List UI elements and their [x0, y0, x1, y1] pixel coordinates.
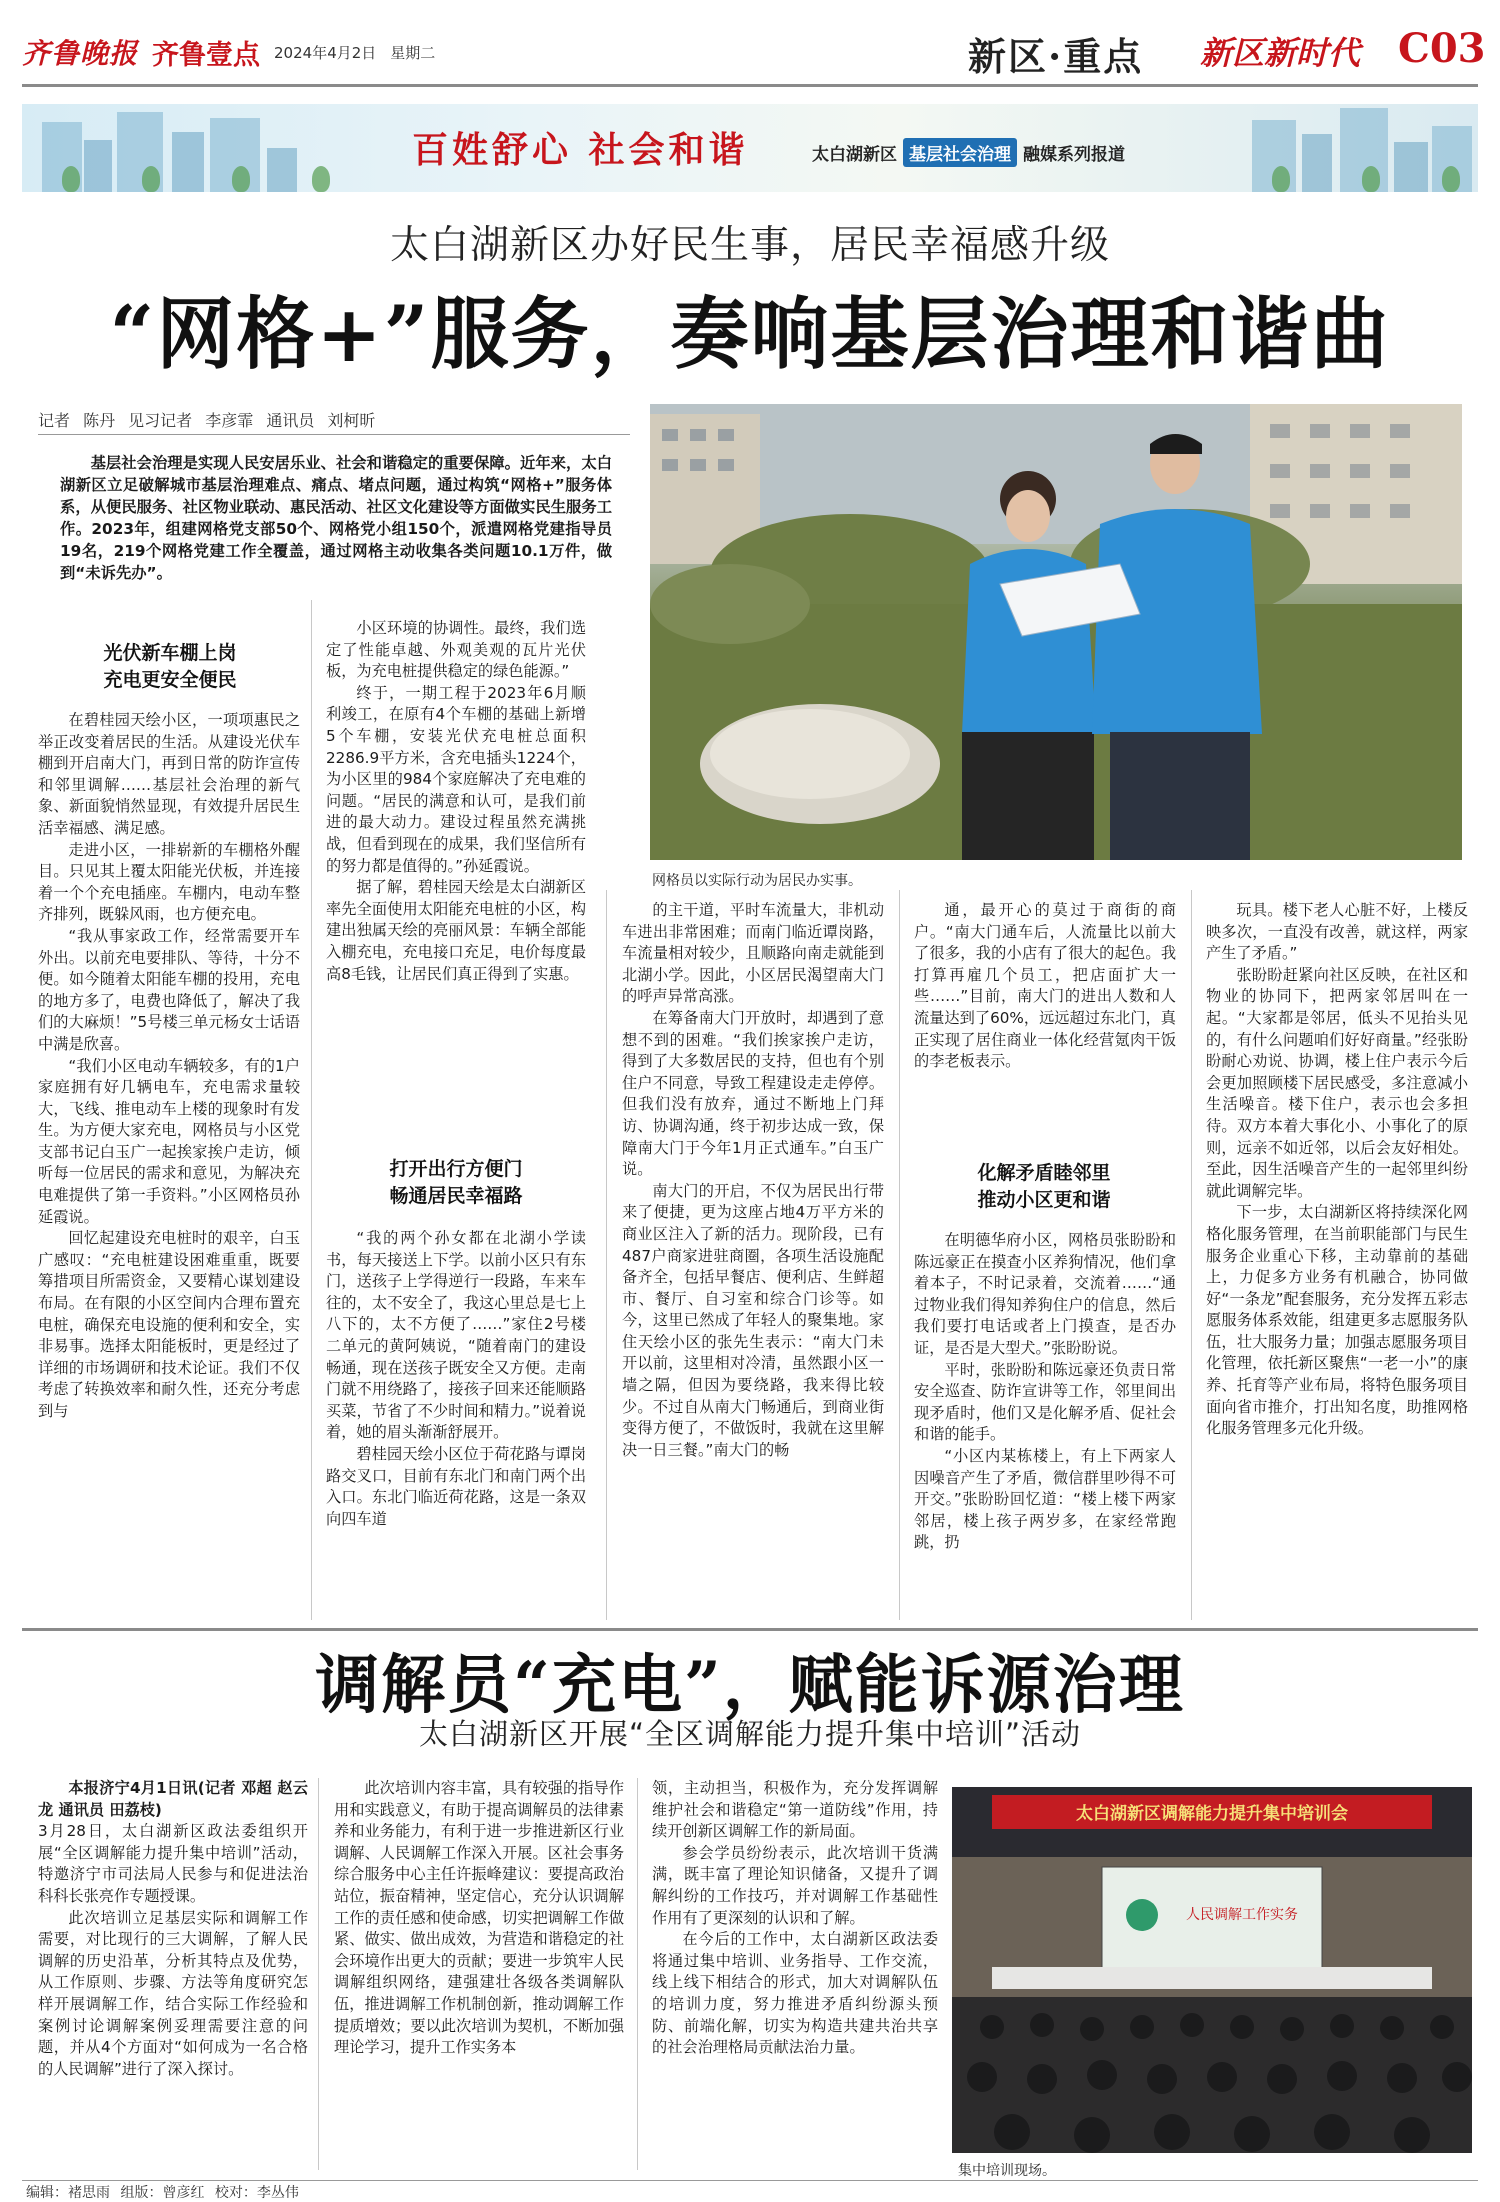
paragraph: “我从事家政工作，经常需要开车外出。以前充电要排队、等待，十分不便。如今随着太阳能车棚的投用，充电的地方多了，电费也降低了，解决了我们的大麻烦！”5号楼三单元杨女士话语中满是欣喜。 — [38, 926, 300, 1053]
paragraph: 在碧桂园天绘小区，一项项惠民之举正改变着居民的生活。从建设光伏车棚到开启南大门，再到日常的防诈宣传和邻里调解……基层社会治理的新气象、新面貌悄然显现，有效提升居民生活幸福感、满足感。 — [38, 711, 300, 837]
article1-column-4b — [914, 1230, 1176, 1554]
paragraph: 3月28日，太白湖新区政法委组织开展“全区调解能力提升集中培训”活动，特邀济宁市司法局人民参与和促进法治科科长张亮作专题授课。 — [38, 1822, 308, 1905]
article1-column-3 — [622, 900, 884, 1461]
subheading-south-gate: 打开出行方便门 畅通居民幸福路 — [389, 1158, 523, 1207]
paragraph: 参会学员纷纷表示，此次培训干货满满，既丰富了理论知识储备，又提升了调解纠纷的工作技巧，并对调解工作基础性作用有了更深刻的认识和了解。 — [652, 1843, 938, 1927]
article1-kicker: 太白湖新区办好民生事，居民幸福感升级 — [389, 223, 1110, 268]
column-divider — [637, 1778, 638, 2170]
app-logo: 齐鲁壹点 — [152, 39, 261, 71]
paragraph: 通，最开心的莫过于商街的商户。“南大门通车后，人流量比以前大了很多，我的小店有了很大的起色。我打算再雇几个员工，把店面扩大一些……”目前，南大门的进出人数和人流量达到了60%，远远超过东北门，真正实现了居住商业一体化经营氪肉干饭的李老板表示。 — [914, 901, 1176, 1071]
page-credits: 编辑：褚思雨 组版：曾彦红 校对：李丛伟 — [26, 2185, 299, 2201]
series-suffix: 融媒系列报道 — [1023, 145, 1125, 165]
column-divider — [1191, 890, 1192, 1620]
article1-column-2 — [326, 618, 586, 985]
paragraph: 在今后的工作中，太白湖新区政法委将通过集中培训、业务指导、工作交流，线上线下相结合的形式，加大对调解队伍的培训力度，努力推进矛盾纠纷源头预防、前端化解，切实为构造共建共治共享的社会治理格局贡献法治力量。 — [652, 1930, 938, 2057]
paragraph: 此次培训立足基层实际和调解工作需要，对比现行的三大调解，了解人民调解的历史沿革，分析其特点及优势，从工作原则、步骤、方法等角度研究怎样开展调解工作，结合实际工作经验和案例讨论调解案例妥理需要注意的问题，并从4个方面对“如何成为一名合格的人民调解”进行了深入探讨。 — [38, 1908, 308, 2078]
header-divider — [22, 84, 1478, 87]
article1-column-1 — [38, 710, 300, 1423]
article1-headline: “网格+”服务，奏响基层治理和谐曲 — [109, 289, 1391, 380]
column-divider — [311, 600, 312, 1620]
paragraph: 领，主动担当，积极作为，充分发挥调解维护社会和谐稳定“第一道防线”作用，持续开创新区调解工作的新局面。 — [652, 1779, 938, 1841]
paragraph: 回忆起建设充电桩时的艰辛，白玉广感叹：“充电桩建设困难重重，既要筹措项目所需资金，又要精心谋划建设布局。在有限的小区空间内合理布置充电桩，确保充电设施的便利和安全，实非易事。选择太阳能板时，更是经过了详细的市场调研和技术论证。我们不仅考虑了转换效率和耐久性，还充分考虑到与 — [38, 1229, 300, 1420]
article1-column-2b — [326, 1228, 586, 1530]
issue-date: 2024年4月2日 — [274, 43, 377, 62]
paragraph: “小区内某栋楼上，有上下两家人因噪音产生了矛盾，微信群里吵得不可开交。”张盼盼回忆道：“楼上楼下两家邻居，楼上孩子两岁多，在家经常跑跳，扔 — [914, 1446, 1176, 1552]
banner-slogan: 百姓舒心 社会和谐 — [412, 129, 749, 171]
paragraph: 南大门的开启，不仅为居民出行带来了便捷，更为这座占地4万平方米的商业区注入了新的活力。现阶段，已有487户商家进驻商圈，各项生活设施配备齐全，包括早餐店、便利店、生鲜超市、餐厅、自习室和综合门诊等。如今，这里已然成了年轻人的聚集地。家住天绘小区的张先生表示：“南大门未开以前，这里相对冷清，虽然跟小区一墙之隔，但因为要绕路，我来得比较少。不过自从南大门畅通后，到商业街变得方便了，不做饭时，我就在这里解决一日三餐。”南大门的畅 — [622, 1181, 884, 1459]
paragraph: “我们小区电动车辆较多，有的1户家庭拥有好几辆电车，充电需求量较大，飞线、推电动车上楼的现象时有发生。为方便大家充电，网格员与小区党支部书记白玉广一起挨家挨户走访，倾听每一位居民的需求和意见，为解决充电难提供了第一手资料。”小区网格员孙延霞说。 — [38, 1056, 300, 1226]
paragraph: 据了解，碧桂园天绘是太白湖新区率先全面使用太阳能充电桩的小区，构建出独属天绘的亮丽风景：车辆全部能入棚充电，充电接口充足，电价每度最高8毛钱，让居民们真正得到了实惠。 — [326, 878, 586, 983]
photo-banner-text: 太白湖新区调解能力提升集中培训会 — [1076, 1804, 1348, 1824]
column-divider — [318, 1778, 319, 2170]
issue-weekday: 星期二 — [390, 43, 436, 62]
training-session-photo — [952, 1787, 1472, 2153]
article2-kicker: 太白湖新区开展“全区调解能力提升集中培训”活动 — [418, 1717, 1082, 1751]
article2-photo-caption: 集中培训现场。 — [958, 2163, 1056, 2179]
article1-lead: 基层社会治理是实现人民安居乐业、社会和谐稳定的重要保障。近年来，太白湖新区立足破解城市基层治理难点、痛点、堵点问题，通过构筑“网格+”服务体系，从便民服务、社区物业联动、惠民活动、社区文化建设等方面做实民生服务工作。2023年，组建网格党支部50个、网格党小组150个，派遣网格党建指导员19名，219个网格党建工作全覆盖，通过网格主动收集各类问题10.1万件，做到“未诉先办”。 — [60, 454, 612, 582]
section-brand: 新区新时代 — [1200, 34, 1361, 72]
paragraph: “我的两个孙女都在北湖小学读书，每天接送上下学。以前小区只有东门，送孩子上学得逆行一段路，车来车往的，太不安全了，我这心里总是七上八下的，太不方便了……”家住2号楼二单元的黄阿姨说，“随着南门的建设畅通，现在送孩子既安全又方便。走南门就不用绕路了，接孩子回来还能顺路买菜，节省了不少时间和精力。”说着说着，她的眉头渐渐舒展开。 — [326, 1229, 586, 1442]
article1-column-5 — [1206, 900, 1468, 1440]
paragraph: 此次培训内容丰富，具有较强的指导作用和实践意义，有助于提高调解员的法律素养和业务能力，有利于进一步推进新区行业调解、人民调解工作深入开展。区社会事务综合服务中心主任许振峰建议：要提高政治站位，振奋精神，坚定信心，充分认识调解工作的责任感和使命感，切实把调解工作做紧、做实、做出成效，为营造和谐稳定的社会环境作出更大的贡献；要进一步筑牢人民调解组织网络，建强建壮各级各类调解队伍，推进调解工作机制创新，推动调解工作提质增效；要以此次培训为契机，不断加强理论学习，提升工作实务本 — [334, 1779, 624, 2057]
paragraph: 玩具。楼下老人心脏不好，上楼反映多次，一直没有改善，就这样，两家产生了矛盾。” — [1206, 901, 1468, 963]
article1-byline: 记者 陈丹 见习记者 李彦霏 通讯员 刘柯昕 — [38, 411, 376, 430]
byline-divider — [38, 434, 630, 435]
paragraph: 张盼盼赶紧向社区反映，在社区和物业的协同下，把两家邻居叫在一起。“大家都是邻居，低头不见抬头见的，有什么问题咱们好好商量。”经张盼盼耐心劝说、协调，楼上住户表示今后会更加照顾楼下居民感受，多注意减小生活噪音。楼下住户，表示也会多担待。双方本着大事化小、小事化了的原则，远亲不如近邻，以后会友好相处。至此，因生活噪音产生的一起邻里纠纷就此调解完毕。 — [1206, 965, 1468, 1200]
article2-dateline: 本报济宁4月1日讯(记者 邓超 赵云龙 通讯员 田荔枝) — [38, 1779, 308, 1819]
paragraph: 终于，一期工程于2023年6月顺利竣工，在原有4个车棚的基础上新增5个车棚，安装光伏充电桩总面积2286.9平方米，含充电插头1224个，为小区里的984个家庭解决了充电难的问题。“居民的满意和认可，是我们前进的最大动力。建设过程虽然充满挑战，但看到现在的成果，我们坚信所有的努力都是值得的。”孙延霞说。 — [326, 683, 586, 875]
subheading-neighbour-mediation: 化解矛盾睦邻里 推动小区更和谐 — [977, 1162, 1111, 1211]
article-divider — [22, 1628, 1478, 1631]
article2-photo — [952, 1787, 1472, 2153]
masthead-logo: 齐鲁晚报 — [22, 37, 139, 70]
column-divider — [899, 890, 900, 1620]
column-divider — [606, 890, 607, 1620]
article2-column-2 — [334, 1778, 624, 2059]
article2-headline: 调解员“充电”，赋能诉源治理 — [315, 1648, 1185, 1723]
series-banner — [22, 104, 1478, 192]
series-prefix: 太白湖新区 — [812, 145, 897, 165]
paragraph: 小区环境的协调性。最终，我们选定了性能卓越、外观美观的瓦片光伏板，为充电桩提供稳定的绿色能源。” — [326, 619, 586, 681]
paragraph: 在筹备南大门开放时，却遇到了意想不到的困难。“我们挨家挨户走访，得到了大多数居民的支持，但也有个别住户不同意，导致工程建设走走停停。但我们没有放弃，通过不断地上门拜访、协调沟通，终于初步达成一致，保障南大门于今年1月正式通车。”白玉广说。 — [622, 1008, 884, 1179]
paragraph: 平时，张盼盼和陈远豪还负责日常安全巡查、防诈宣讲等工作，邻里间出现矛盾时，他们又是化解矛盾、促社会和谐的能手。 — [914, 1360, 1176, 1444]
photo-screen-text: 人民调解工作实务 — [1186, 1907, 1298, 1923]
article1-photo — [650, 404, 1462, 860]
section-title: 新区·重点 — [968, 34, 1144, 79]
paragraph: 的主干道，平时车流量大，非机动车进出非常困难；而南门临近谭岗路，车流量相对较少，且顺路向南走就能到北湖小学。因此，小区居民渴望南大门的呼声异常高涨。 — [622, 901, 884, 1006]
article2-column-3 — [652, 1778, 938, 2059]
grid-worker-photo — [650, 404, 1462, 860]
footer-divider — [22, 2180, 1478, 2181]
paragraph: 在明德华府小区，网格员张盼盼和陈远豪正在摸查小区养狗情况，他们拿着本子，不时记录着，交流着……“通过物业我们得知养狗住户的信息，然后我们要打电话或者上门摸查，是否办证，是否是大型犬。”张盼盼说。 — [914, 1231, 1176, 1357]
article2-column-1 — [38, 1778, 308, 2080]
paragraph: 下一步，太白湖新区将持续深化网格化服务管理，在当前职能部门与民生服务企业重心下移，主动靠前的基础上，力促多方业务有机融合，协同做好“一条龙”配套服务，充分发挥五彩志愿服务体系效能，组建更多志愿服务队伍，壮大服务力量；加强志愿服务项目化管理，依托新区聚焦“一老一小”的康养、托育等产业布局，将特色服务项目面向省市推介，打出知名度，助推网格化服务管理多元化升级。 — [1206, 1203, 1468, 1438]
page-number: C03 — [1398, 25, 1486, 72]
subheading-solar-carport: 光伏新车棚上岗 充电更安全便民 — [103, 642, 237, 691]
series-highlight: 基层社会治理 — [903, 138, 1017, 167]
article1-column-4 — [914, 900, 1176, 1073]
paragraph: 碧桂园天绘小区位于荷花路与谭岗路交叉口，目前有东北门和南门两个出入口。东北门临近荷花路，这是一条双向四车道 — [326, 1444, 586, 1528]
banner-series-label — [812, 138, 1125, 167]
masthead — [22, 30, 435, 74]
paragraph: 走进小区，一排崭新的车棚格外醒目。只见其上覆太阳能光伏板，并连接着一个个充电插座。车棚内，电动车整齐排列，既躲风雨，也方便充电。 — [38, 840, 300, 924]
article1-photo-caption: 网格员以实际行动为居民办实事。 — [652, 873, 862, 889]
